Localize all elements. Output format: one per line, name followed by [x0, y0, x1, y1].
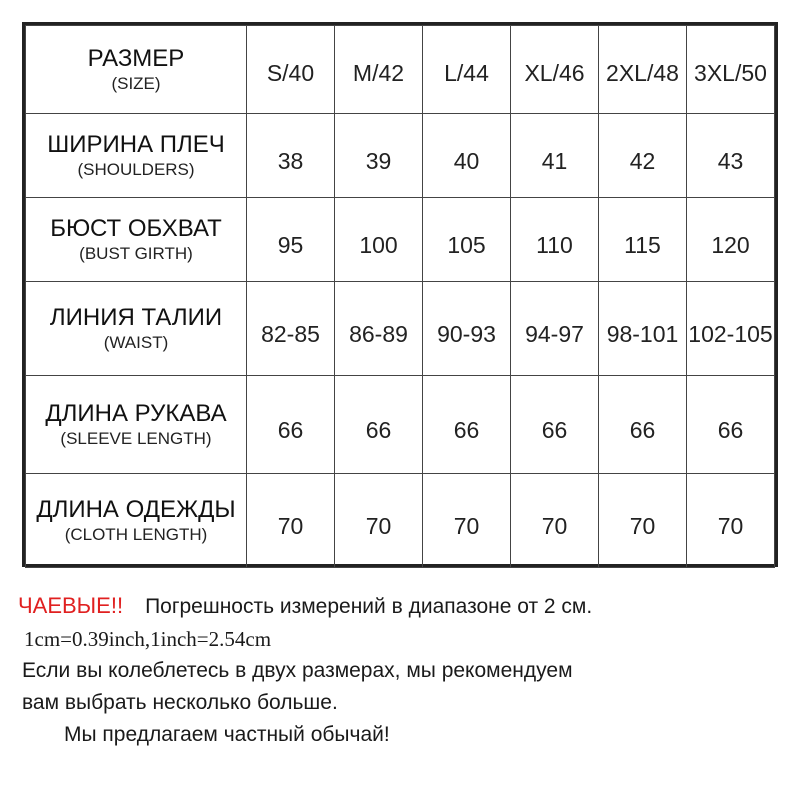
- row-label-sub: (SHOULDERS): [77, 159, 195, 179]
- value-cell: [423, 198, 511, 282]
- cell-value: 70: [629, 513, 656, 539]
- cell-value: 66: [453, 417, 480, 443]
- value-cell: [247, 376, 335, 474]
- value-cell: [335, 198, 423, 282]
- size-header-cell: [247, 26, 335, 114]
- value-cell: [335, 376, 423, 474]
- table-row-header: [26, 26, 775, 114]
- value-cell: [599, 282, 687, 376]
- custom-offer-note: Мы предлагаем частный обычай!: [64, 723, 390, 746]
- row-label: ШИРИНА ПЛЕЧ: [47, 130, 225, 158]
- size-advice-note-2: вам выбрать несколько больше.: [22, 691, 338, 714]
- cell-value: 98-101: [606, 321, 679, 347]
- cell-value: 115: [624, 232, 661, 258]
- value-cell: [511, 474, 599, 568]
- cell-value: 70: [277, 513, 304, 539]
- value-cell: [335, 474, 423, 568]
- cell-value: 66: [541, 417, 568, 443]
- size-header-value: 3XL/50: [694, 60, 767, 86]
- value-cell: [423, 376, 511, 474]
- cell-value: 41: [541, 148, 568, 174]
- size-label-sub: (SIZE): [111, 73, 161, 93]
- cell-value: 66: [277, 417, 304, 443]
- cell-value: 94-97: [525, 321, 584, 347]
- row-label-sub: (CLOTH LENGTH): [64, 524, 208, 544]
- value-cell: [247, 282, 335, 376]
- cell-value: 70: [717, 513, 744, 539]
- cell-value: 100: [359, 232, 398, 258]
- size-header-cell: [599, 26, 687, 114]
- note-line-tips: [18, 590, 788, 623]
- cell-value: 42: [629, 148, 656, 174]
- value-cell: [423, 114, 511, 198]
- size-header-value: 2XL/48: [606, 60, 679, 86]
- size-header-value: S/40: [266, 60, 315, 86]
- size-header-value: XL/46: [524, 60, 585, 86]
- row-label: ЛИНИЯ ТАЛИИ: [49, 303, 223, 331]
- cell-value: 70: [365, 513, 392, 539]
- value-cell: [687, 282, 775, 376]
- value-cell: [511, 282, 599, 376]
- size-header-value: L/44: [444, 60, 489, 86]
- row-label-sub: (BUST GIRTH): [79, 243, 193, 263]
- value-cell: [511, 198, 599, 282]
- table-row-sleeve: [26, 376, 775, 474]
- cell-value: 110: [536, 232, 573, 258]
- value-cell: [599, 376, 687, 474]
- cell-value: 102-105: [688, 321, 773, 347]
- size-header-cell: [335, 26, 423, 114]
- size-advice-note: Если вы колеблетесь в двух размерах, мы рекомендуем: [22, 659, 573, 682]
- table-row-cloth-length: [26, 474, 775, 568]
- table-row-bust: [26, 198, 775, 282]
- cell-value: 43: [717, 148, 744, 174]
- value-cell: [687, 114, 775, 198]
- cell-value: 38: [277, 148, 304, 174]
- row-label: ДЛИНА РУКАВА: [45, 399, 227, 427]
- row-label-cell: [26, 198, 247, 282]
- size-header-cell: [423, 26, 511, 114]
- row-label-cell: [26, 376, 247, 474]
- cell-value: 40: [453, 148, 480, 174]
- row-label-sub: (SLEEVE LENGTH): [60, 428, 212, 448]
- unit-conversion-note: 1cm=0.39inch,1inch=2.54cm: [24, 627, 272, 651]
- value-cell: [599, 114, 687, 198]
- measurement-error-note: Погрешность измерений в диапазоне от 2 см.: [145, 595, 593, 618]
- cell-value: 70: [453, 513, 480, 539]
- notes-section: [18, 590, 788, 751]
- table-row-waist: [26, 282, 775, 376]
- table-row-shoulders: [26, 114, 775, 198]
- size-chart-table: [22, 22, 778, 567]
- cell-value: 66: [365, 417, 392, 443]
- cell-value: 120: [711, 232, 750, 258]
- value-cell: [511, 376, 599, 474]
- row-label-cell: [26, 114, 247, 198]
- value-cell: [687, 474, 775, 568]
- value-cell: [687, 198, 775, 282]
- row-label-cell: [26, 474, 247, 568]
- header-label-cell: [26, 26, 247, 114]
- cell-value: 95: [277, 232, 304, 258]
- value-cell: [335, 114, 423, 198]
- value-cell: [599, 198, 687, 282]
- value-cell: [423, 282, 511, 376]
- size-header-cell: [687, 26, 775, 114]
- cell-value: 86-89: [349, 321, 408, 347]
- row-label-sub: (WAIST): [103, 332, 169, 352]
- value-cell: [423, 474, 511, 568]
- value-cell: [687, 376, 775, 474]
- value-cell: [511, 114, 599, 198]
- row-label-cell: [26, 282, 247, 376]
- row-label: БЮСТ ОБХВАТ: [50, 214, 222, 242]
- value-cell: [247, 474, 335, 568]
- cell-value: 66: [717, 417, 744, 443]
- cell-value: 66: [629, 417, 656, 443]
- value-cell: [247, 198, 335, 282]
- tips-label: ЧАЕВЫЕ!!: [18, 593, 124, 618]
- cell-value: 39: [365, 148, 392, 174]
- cell-value: 90-93: [437, 321, 496, 347]
- value-cell: [335, 282, 423, 376]
- cell-value: 105: [447, 232, 486, 258]
- size-label: РАЗМЕР: [87, 44, 185, 72]
- value-cell: [247, 114, 335, 198]
- size-header-cell: [511, 26, 599, 114]
- row-label: ДЛИНА ОДЕЖДЫ: [36, 495, 236, 523]
- size-table: [25, 25, 775, 568]
- cell-value: 82-85: [261, 321, 320, 347]
- cell-value: 70: [541, 513, 568, 539]
- size-header-value: M/42: [352, 60, 405, 86]
- value-cell: [599, 474, 687, 568]
